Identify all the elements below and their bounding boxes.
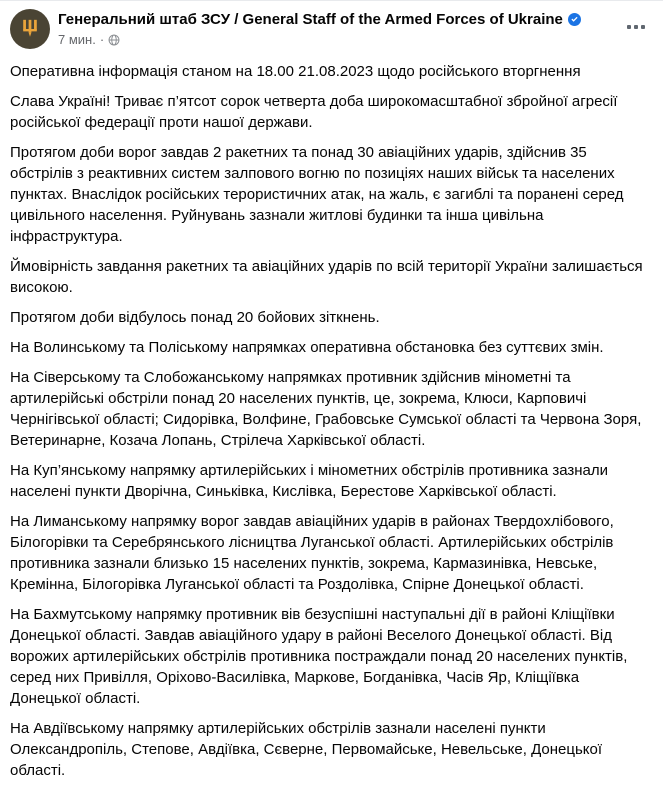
post-header: [0, 1, 663, 51]
meta-separator: ·: [99, 32, 105, 47]
post-paragraph: На Волинському та Поліському напрямках оперативна обстановка без суттєвих змін.: [10, 339, 604, 356]
more-options-button[interactable]: [621, 19, 651, 35]
globe-public-icon: [108, 34, 120, 46]
post-paragraph: Ймовірність завдання ракетних та авіаційних ударів по всій території України залишається високою.: [10, 258, 643, 296]
post-paragraph: Протягом доби відбулось понад 20 бойових зіткнень.: [10, 309, 380, 326]
page-name-link[interactable]: Генеральний штаб ЗСУ / General Staff of the Armed Forces of Ukraine: [58, 11, 563, 28]
post-timestamp[interactable]: 7 мин.: [58, 32, 96, 47]
post-paragraph: На Бахмутському напрямку противник вів безуспішні наступальні дії в районі Кліщіївки Донецької області. Завдав авіаційного удару в районі Веселого Донецької області. Від ворожих артилерійських обстрілів противника постраждали понад 20 населених пунктів, серед них Привілля, Оріхово-Василівка, Маркове, Богданівка, Часів Яр, Кліщіївка Донецької області.: [10, 606, 628, 707]
post-header-text: [58, 9, 653, 48]
post-paragraph: На Сіверському та Слобожанському напрямках противник здійснив мінометні та артилерійські обстріли понад 20 населених пунктів, це, зокрема, Клюси, Карповичі Чернігівської області; Сидорівка, Волфине, Грабовське Сумської області та Червона Зоря, Ветеринарне, Козача Лопань, Стрілеча Харківської області.: [10, 369, 642, 449]
post-paragraph: Оперативна інформація станом на 18.00 21.08.2023 щодо російського вторгнення: [10, 63, 581, 80]
verified-badge-icon: [568, 13, 581, 26]
ellipsis-more-icon: [627, 25, 645, 29]
post-paragraph: Протягом доби ворог завдав 2 ракетних та понад 30 авіаційних ударів, здійснив 35 обстрілів з реактивних систем залпового вогню по позиціях наших військ та населених пунктах. Внаслідок російських терористичних атак, на жаль, є загиблі та поранені серед цивільного населення. Руйнувань зазнали житлові будинки та інша цивільна інфраструктура.: [10, 144, 624, 245]
post-paragraph: Слава Україні! Триває п’ятсот сорок четверта доба широкомасштабної збройної агресії російської федерації проти нашої держави.: [10, 93, 618, 131]
post-paragraph: На Авдіївському напрямку артилерійських обстрілів зазнали населені пункти Олександропіль, Степове, Авдіївка, Сєверне, Первомайське, Невельське, Донецької області.: [10, 720, 603, 779]
post-paragraph: На Куп’янському напрямку артилерійських і мінометних обстрілів противника зазнали населені пункти Дворічна, Синьківка, Кислівка, Берестове Харківської області.: [10, 462, 609, 500]
post-text: [0, 51, 663, 789]
page-name-row: [58, 10, 653, 29]
post-meta: [58, 32, 653, 48]
ukraine-trident-icon: [19, 17, 41, 41]
post-paragraph: На Лиманському напрямку ворог завдав авіаційних ударів в районах Твердохлібового, Білогорівки та Серебрянського лісництва Луганської області. Артилерійських обстрілів противника зазнали близько 15 населених пунктів, зокрема, Кармазинівка, Невське, Кремінна, Білогорівка Луганської області та Роздолівка, Спірне Донецької області.: [10, 513, 614, 593]
page-avatar[interactable]: [10, 9, 50, 49]
